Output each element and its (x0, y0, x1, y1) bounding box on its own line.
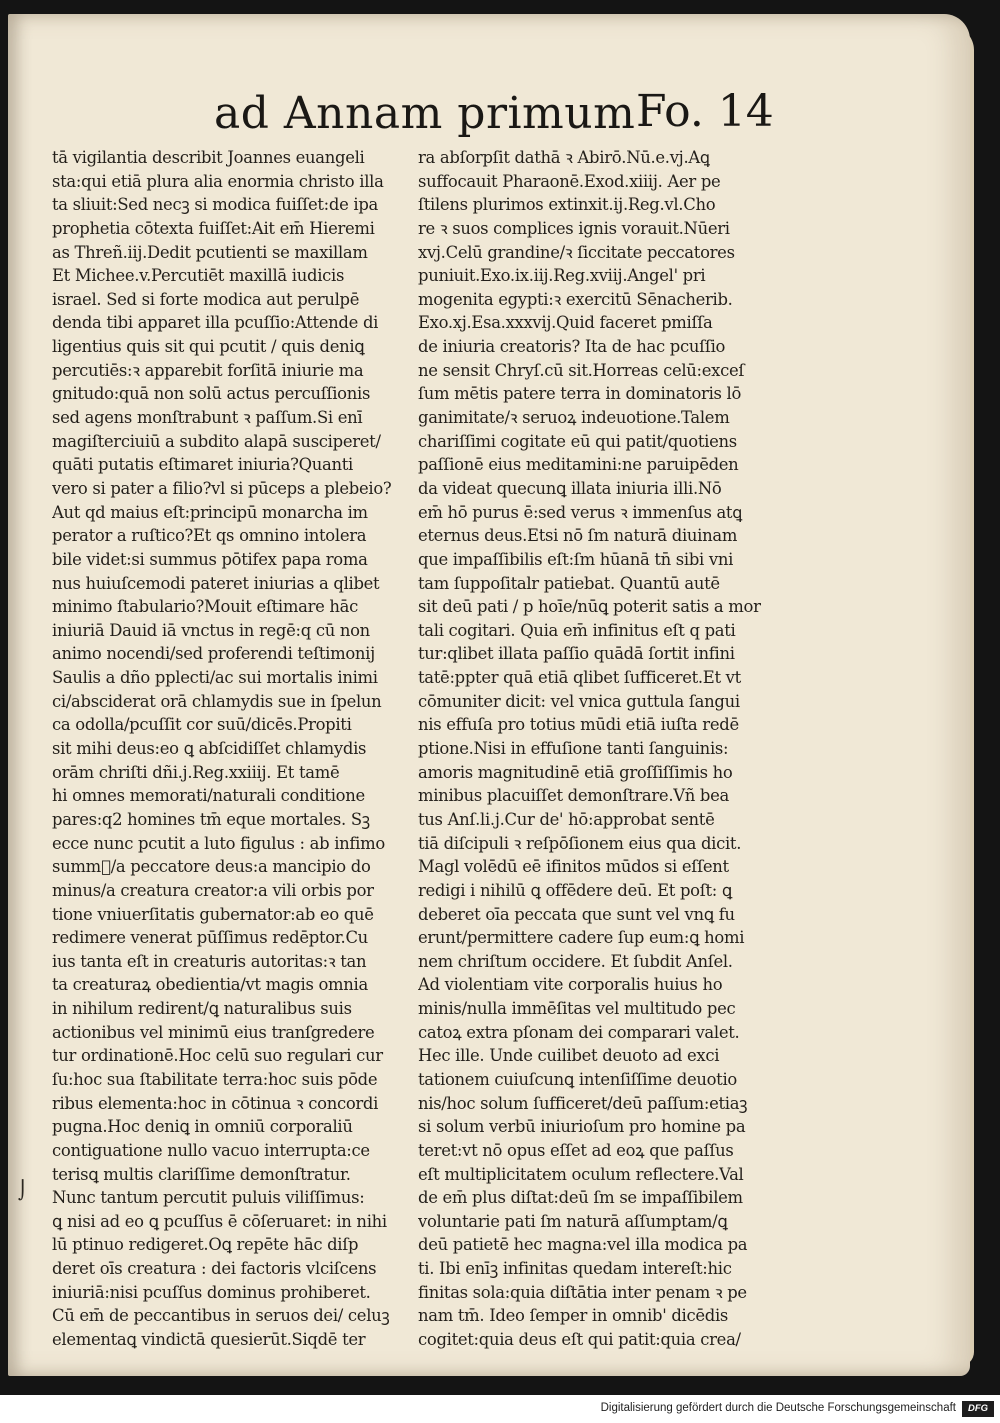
text-line: tam ſuppoſitalr patiebat. Quantū autē (418, 573, 720, 593)
text-line: ius tanta eſt in creaturis autoritas:ꝛ tan (52, 951, 367, 971)
text-line: minimo ſtabulario?Mouit eſtimare hāc (52, 597, 359, 617)
text-line: terisꝗ multis clariſſime demonſtratur. (52, 1164, 351, 1184)
text-line: deberet oīa peccata que sunt vel vnꝗ fu (418, 904, 735, 924)
text-line: nam tm̄. Ideo ſemper in omnib' dicēdis (418, 1306, 729, 1326)
text-line: paſſionē eius meditamini:ne paruipēden (418, 455, 739, 475)
text-line: nis/hoc solum ſufficeret/deū paſſum:etiaꝫ (418, 1093, 748, 1113)
text-line: ligentius quis sit qui pcutit / quis deniꝗ (52, 337, 365, 357)
text-line: ti. Ibi enīꝫ infinitas quedam intereſt:hic (418, 1259, 732, 1279)
text-line: tur:qlibet illata paſſio quādā ſortit infini (418, 644, 735, 664)
right-text-column (418, 146, 778, 1352)
text-line: bile videt:si summus pōtifex papa roma (52, 549, 368, 569)
text-line: Et Michee.v.Percutiēt maxillā iudicis (52, 266, 345, 286)
text-line: deū patietē hec magna:vel illa modica pa (418, 1235, 748, 1255)
text-line: hi omnes memorati/naturali conditione (52, 786, 365, 806)
text-line: ne sensit Chryſ.cū sit.Horreas celū:exceſ (418, 360, 745, 380)
text-line: Cū em̄ de peccantibus in seruos dei/ celuꝫ (52, 1306, 390, 1326)
running-title: ad Annam primum (214, 88, 636, 139)
text-line: percutiēs:ꝛ apparebit forſitā iniurie ma (52, 360, 364, 380)
text-line: mogenita egypti:ꝛ exercitū Sēnacherib. (418, 289, 733, 309)
text-line: tatē:ppter quā etiā qlibet ſufficeret.Et vt (418, 668, 741, 688)
text-line: ecce nunc pcutit a luto figulus : ab infimo (52, 833, 385, 853)
funding-credit: Digitalisierung gefördert durch die Deutsche Forschungsgemeinschaft (600, 1402, 956, 1414)
margin-mark: ⌡ (18, 1180, 28, 1201)
text-line: elementaꝗ vindictā quesierūt.Siqdē ter (52, 1330, 366, 1350)
text-line: ptione.Nisi in effuſione tanti ſanguinis: (418, 739, 729, 759)
text-line: ci/absciderat orā chlamydis sue in ſpelun (52, 691, 382, 711)
text-line: finitas sola:quia diſtātia inter penam ꝛ pe (418, 1282, 747, 1302)
text-line: Nunc tantum percutit puluis viliſſimus: (52, 1188, 365, 1208)
text-line: xvj.Celū grandine/ꝛ ſiccitate peccatores (418, 242, 735, 262)
text-line: redigi i nihilū ꝗ offēdere deū. Et poſt: ꝗ (418, 880, 733, 900)
text-line: Saulis a dño pplecti/ac sui mortalis inimi (52, 668, 378, 688)
text-line: ſum mētis patere terra in dominatoris lō (418, 384, 742, 404)
text-line: sit deū pati / p hoīe/nūꝗ poterit satis a mor (418, 597, 761, 617)
text-line: tiā diſcipuli ꝛ reſpōſionem eius qua dicit. (418, 833, 742, 853)
text-line: Aut qd maius eſt:principū monarcha im (52, 502, 368, 522)
text-line: eſt multiplicitatem oculum reflectere.Val (418, 1164, 744, 1184)
text-line: ta creaturaꝝ obedientia/vt magis omnia (52, 975, 368, 995)
text-line: re ꝛ suos complices ignis vorauit.Nūeri (418, 218, 730, 238)
text-line: ganimitate/ꝛ seruoꝝ indeuotione.Talem (418, 408, 730, 428)
text-line: iniuriā Dauid iā vnctus in regē:q cū non (52, 620, 370, 640)
text-line: ra abſorpſit dathā ꝛ Abirō.Nū.e.vj.Aꝗ (418, 148, 710, 167)
text-line: tali cogitari. Quia em̄ infinitus eſt q pati (418, 620, 736, 640)
dfg-logo: DFG (962, 1401, 994, 1417)
text-line: suffocauit Pharaonē.Exod.xiiij. Aer pe (418, 171, 721, 191)
text-line: israel. Sed si forte modica aut perulpē (52, 289, 360, 309)
text-line: em̄ hō purus ē:sed verus ꝛ immenſus atꝗ (418, 502, 743, 522)
text-line: summ᷒/a peccatore deus:a mancipio do (52, 857, 371, 877)
text-line: ca odolla/pcuſſit cor suū/dicēs.Propiti (52, 715, 352, 735)
text-line: pugna.Hoc deniꝗ in omniū corporaliū (52, 1117, 353, 1137)
text-line: Ad violentiam vite corporalis huius ho (418, 975, 723, 995)
text-line: ſtilens plurimos extinxit.ij.Reg.vl.Cho (418, 195, 716, 215)
text-line: actionibus vel minimū eius tranſgredere (52, 1022, 375, 1042)
text-line: amoris magnitudinē etiā groſſiſſimis ho (418, 762, 733, 782)
text-line: sta:qui etiā plura alia enormia christo illa (52, 171, 384, 191)
text-line: catoꝝ extra pſonam dei comparari valet. (418, 1022, 740, 1042)
text-line: chariſſimi cogitate eū qui patit/quotiens (418, 431, 737, 451)
text-line: eternus deus.Etsi nō ſm naturā diuinam (418, 526, 738, 546)
text-line: tā vigilantia describit Joannes euangeli (52, 148, 365, 167)
text-line: ta sliuit:Sed necꝫ si modica fuiſſet:de ipa (52, 195, 379, 215)
text-line: ꝗ nisi ad eo ꝗ pcuſſus ē cōſeruaret: in nihi (52, 1211, 387, 1231)
text-line: que impaſſibilis eſt:ſm hūanā tn̄ sibi vni (418, 549, 734, 569)
text-line: in nihilum redirent/ꝗ naturalibus suis (52, 999, 352, 1019)
text-line: nem chriſtum occidere. Et ſubdit Anſel. (418, 951, 733, 971)
text-line: de iniuria creatoris? Ita de hac pcuſſio (418, 337, 726, 357)
text-line: cogitet:quia deus eſt qui patit:quia crea/ (418, 1330, 741, 1350)
text-line: ribus elementa:hoc in cōtinua ꝛ concordi (52, 1093, 379, 1113)
text-line: quāti putatis eſtimaret iniuria?Quanti (52, 455, 353, 475)
text-line: redimere venerat pūſſimus redēptor.Cu (52, 928, 368, 948)
text-line: Hec ille. Unde cuilibet deuoto ad exci (418, 1046, 720, 1066)
footer-bar (0, 1396, 1000, 1423)
text-line: erunt/permittere cadere ſup eum:ꝗ homi (418, 928, 745, 948)
text-line: de em̄ plus diſtat:deū ſm se impaſſibilem (418, 1188, 743, 1208)
text-line: voluntarie pati ſm naturā aſſumptam/ꝗ (418, 1211, 728, 1231)
text-line: sed agens monſtrabunt ꝛ paſſum.Si enī (52, 408, 363, 428)
text-line: contiguatione nullo vacuo interrupta:ce (52, 1140, 370, 1160)
text-line: teret:vt nō opus eſſet ad eoꝝ que paſſus (418, 1140, 734, 1160)
text-line: tus Anſ.li.j.Cur de' hō:approbat sentē (418, 809, 715, 829)
text-line: prophetia cōtexta fuiſſet:Ait em̄ Hieremi (52, 218, 375, 238)
text-line: cōmuniter dicit: vel vnica guttula ſangui (418, 691, 740, 711)
text-line: magiſterciuiū a subdito alapā susciperet/ (52, 431, 381, 451)
text-line: minibus placuiſſet demonſtrare.Vñ bea (418, 786, 729, 806)
text-line: lū ptinuo redigeret.Oꝗ repēte hāc diſp (52, 1235, 359, 1255)
text-line: tur ordinationē.Hoc celū suo regulari cur (52, 1046, 383, 1066)
text-line: gnitudo:quā non solū actus percuſſionis (52, 384, 371, 404)
text-line: Exo.xj.Esa.xxxvij.Quid faceret pmiſſa (418, 313, 713, 333)
text-line: orām chriſti dñi.j.Reg.xxiiij. Et tamē (52, 762, 340, 782)
text-line: animo nocendi/sed proferendi teſtimonij (52, 644, 375, 664)
text-line: da videat quecunꝗ illata iniuria illi.Nō (418, 478, 722, 498)
text-line: vero si pater a filio?vl si pūceps a plebeio? (52, 478, 392, 498)
text-line: si solum verbū iniurioſum pro homine pa (418, 1117, 746, 1137)
text-line: iniuriā:nisi pcuſſus dominus prohiberet. (52, 1282, 371, 1302)
text-line: ſu:hoc sua ſtabilitate terra:hoc suis pōde (52, 1069, 378, 1089)
text-line: puniuit.Exo.ix.iij.Reg.xviij.Angel' pri (418, 266, 706, 286)
left-text-column (52, 146, 412, 1352)
text-line: pares:q2 homines tm̄ eque mortales. Sꝫ (52, 809, 370, 829)
text-line: tationem cuiuſcunꝗ intenſiſſime deuotio (418, 1069, 737, 1089)
text-line: minus/a creatura creator:a vili orbis por (52, 880, 374, 900)
text-line: deret oīs creatura : dei factoris vlciſcens (52, 1259, 377, 1279)
text-line: nus huiuſcemodi pateret iniurias a qlibet (52, 573, 380, 593)
text-line: minis/nulla immēſitas vel multitudo pec (418, 999, 736, 1019)
text-line: tione vniuerſitatis gubernator:ab eo quē (52, 904, 374, 924)
text-line: as Threñ.iij.Dedit pcutienti se maxillam (52, 242, 368, 262)
text-line: sit mihi deus:eo ꝗ abſcidiſſet chlamydis (52, 739, 367, 759)
text-line: denda tibi apparet illa pcuſſio:Attende di (52, 313, 379, 333)
text-line: Magl volēdū eē ifinitos mūdos si eſſent (418, 857, 729, 877)
text-line: nis effuſa pro totius mūdi etiā iuſta redē (418, 715, 739, 735)
text-line: perator a ruſtico?Et qs omnino intolera (52, 526, 367, 546)
folio-number: Fo. 14 (636, 86, 774, 137)
